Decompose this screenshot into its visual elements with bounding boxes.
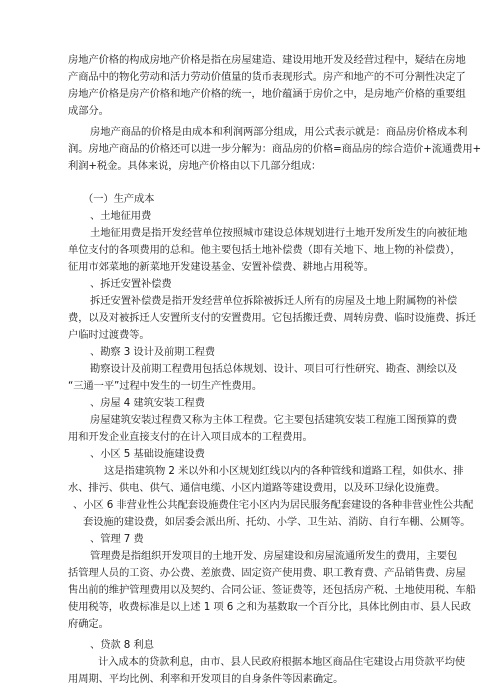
text-line: 费，以及对被拆迁人安置所支付的安置费用。它包括搬迁费、周转房费、临时设施费、拆迁	[68, 312, 476, 324]
text-line: 征用市郊菜地的新菜地开发建设基金、安置补偿费、耕地占用税等。	[68, 261, 374, 273]
text-line: 水、排污、供电、供气、通信电缆、小区内道路等建设费用，以及环卫绿化设施费。	[68, 482, 446, 494]
paragraph-loan-interest	[68, 654, 486, 688]
text-line: 房地产价格的构成房地产价格是指在房屋建造、建设用地开发及经营过程中，疑结在房地	[68, 54, 466, 66]
item-heading: 、土地征用费	[90, 210, 152, 222]
paragraph-land-fee	[68, 225, 486, 276]
text-line: “三通一平”过程中发生的一切生产性费用。	[68, 380, 263, 392]
text-line: 管理费是指组织开发项目的土地开发、房屋建设和房屋流通所发生的费用，主要包	[90, 550, 458, 562]
text-line: 使用税等，收费标准是以上述 1 项 6 之和为基数取一个百分比，具体比例由市、县人民政	[68, 601, 471, 613]
item-heading: 、贷款 8 利息	[90, 639, 154, 651]
text-line: 计入成本的贷款利息，由市、县人民政府根据本地区商品住宅建设占用贷款平均使	[98, 656, 466, 668]
text-line: 、小区 6 非营业性公共配套设施费住宅小区内为居民服务配套建设的各种非营业性公共配	[73, 499, 474, 511]
text-line: 这是指建筑物 2 米以外和小区规划红线以内的各种管线和道路工程，如供水、排	[104, 465, 464, 477]
text-line: 土地征用费是指开发经营单位按照城市建设总体规划进行土地开发所发生的向被征地	[90, 227, 468, 239]
item-heading: 、拆迁安置补偿费	[90, 278, 172, 290]
text-line: 用和开发企业直接支付的在计入项目成本的工程费用。	[68, 431, 313, 443]
text-line: 售出前的维护管理费用以及契约、合同公证、签证费等，还包括房产税、土地使用税、车船	[68, 584, 476, 596]
text-line: 用周期、平均比例、利率和开发项目的自身条件等因素确定。	[68, 673, 344, 685]
text-line: 房屋建筑安装过程费又称为主体工程费。它主要包括建筑安装工程施工图预算的费	[90, 414, 458, 426]
paragraph-price-composition	[68, 52, 486, 120]
text-line: 利润+税金。具体来说，房地产价格由以下几部分组成：	[68, 160, 322, 172]
item-heading: 、房屋 4 建筑安装工程费	[90, 397, 205, 409]
paragraph-management-fee	[68, 548, 486, 633]
paragraph-infrastructure-fee	[68, 463, 486, 497]
section-heading: （一）生产成本	[83, 193, 155, 205]
text-line: 括管理人员的工资、办公费、差旅费、固定资产使用费、职工教育费、产品销售费、房屋	[68, 567, 466, 579]
text-line: 润。房地产商品的价格还可以进一步分解为：商品房的价格=商品房的综合造价+流通费用+	[68, 143, 482, 155]
paragraph-construction-fee	[68, 412, 486, 446]
paragraph-survey-fee	[68, 361, 486, 395]
text-line: 房地产商品的价格是由成本和利润两部分组成，用公式表示就是：商品房价格成本利	[90, 126, 468, 138]
text-line: 勘察设计及前期工程费用包括总体规划、设计、项目可行性研究、勘查、测绘以及	[90, 363, 458, 375]
text-line: 单位支付的各项费用的总和。他主要包括土地补偿费（即有关地下、地上物的补偿费），	[68, 244, 461, 256]
text-line: 府确定。	[68, 618, 109, 630]
text-line: 房地产价格是房产价格和地产价格的统一，地价蕴涵于房价之中，是房地产价格的重要组	[68, 88, 466, 100]
paragraph-relocation-fee	[68, 293, 486, 344]
paragraph-price-formula	[68, 124, 486, 175]
text-line: 户临时过渡费等。	[68, 329, 150, 341]
item-heading: 、管理 7 费	[90, 533, 144, 545]
paragraph-public-facilities-fee	[68, 497, 486, 531]
text-line: 拆迁安置补偿费是指开发经营单位拆除被拆迁人所有的房屋及土地上附属物的补偿	[90, 295, 458, 307]
item-heading: 、小区 5 基础设施建设费	[90, 448, 205, 460]
item-heading: 、勘察 3 设计及前期工程费	[90, 346, 215, 358]
text-line: 套设施的建设费，如居委会派出所、托幼、小学、卫生站、消防、自行车棚、公厕等。	[83, 516, 471, 528]
text-line: 成部分。	[68, 105, 109, 117]
text-line: 产商品中的物化劳动和活力劳动价值量的货币表现形式。房产和地产的不可分割性决定了	[68, 71, 466, 83]
